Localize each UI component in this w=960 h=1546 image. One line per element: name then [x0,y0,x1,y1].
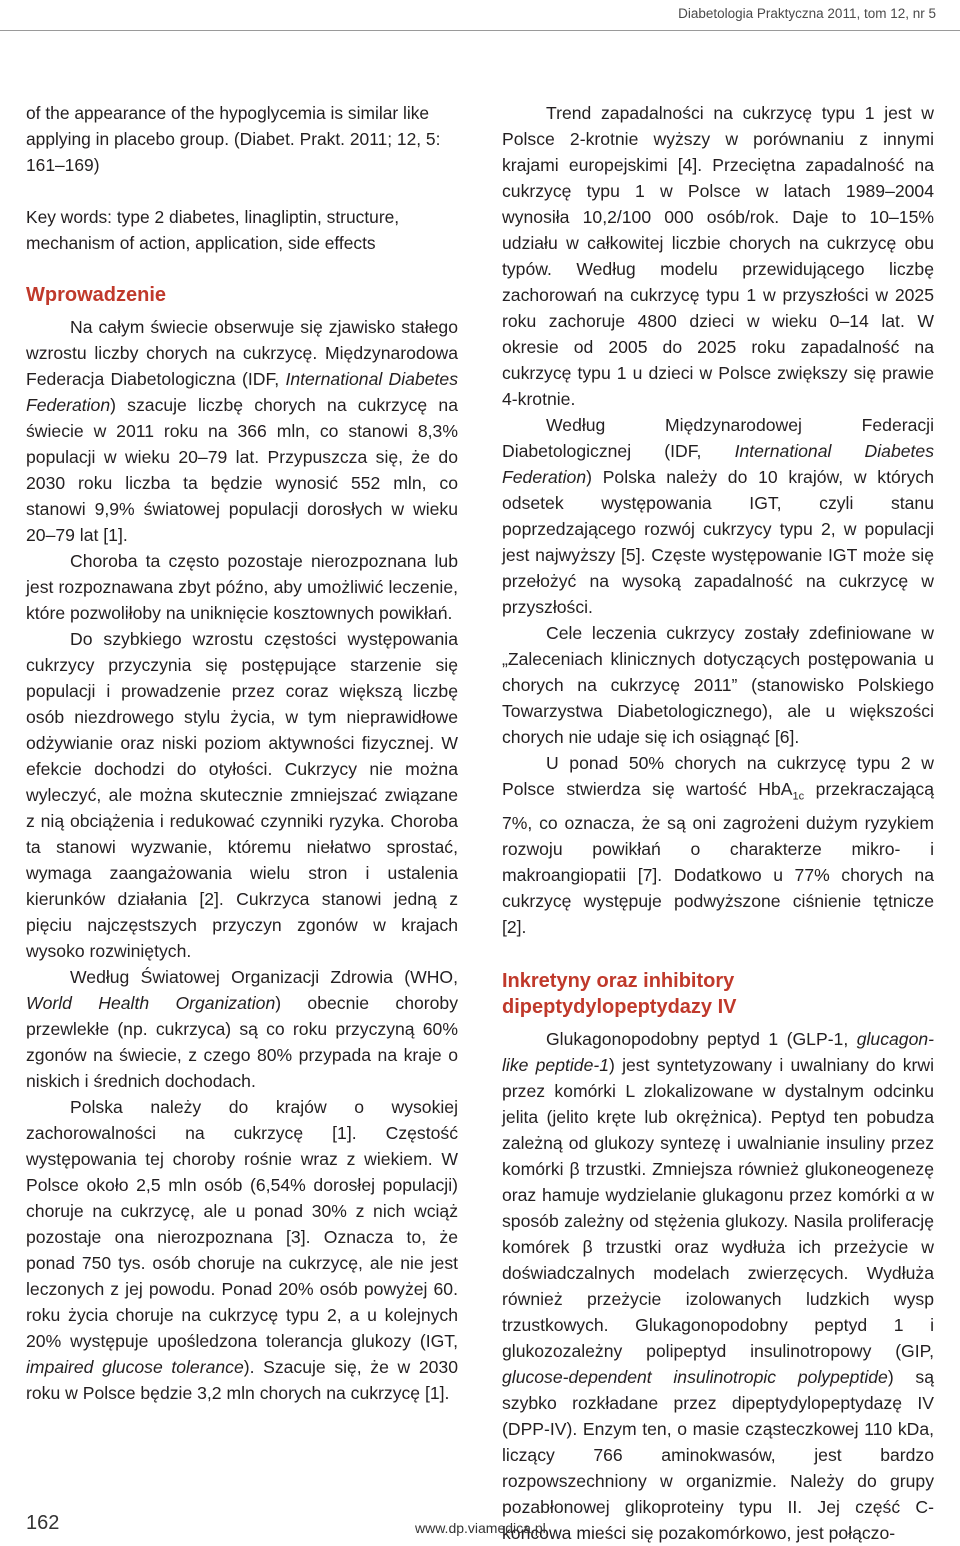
section-heading-incretins: Inkretyny oraz inhibitory dipeptydylopeptydazy IV [502,969,737,1018]
keywords: Key words: type 2 diabetes, linagliptin, structure, mechanism of action, application, side effects [26,207,400,253]
right-column [502,100,934,1546]
running-header: Diabetologia Praktyczna 2011, tom 12, nr 5 [678,6,936,21]
paragraph: Glukagonopodobny peptyd 1 (GLP-1, glucagon-like peptide-1) jest syntetyzowany i uwalniany do krwi przez komórki L zlokalizowane w dystalnym odcinku jelita (jelito kręte lub okrężnica). Peptyd ten pobudza zależną od glukozy syntezę i uwalnianie insuliny przez komórki β trzustki. Zmniejsza również glukoneogenezę oraz hamuje wydzielanie glukagonu przez komórki α w sposób zależny od stężenia glukozy. Nasila proliferację komórek β trzustki oraz wydłuża ich przeżycie w doświadczalnych modelach zwierzęcych. Wydłuża również przeżycie izolowanych ludzkich wysp trzustkowych. Glukagonopodobny peptyd 1 i glukozozależny polipeptyd insulinotropowy (GIP, glucose-dependent insulinotropic polypeptide) są szybko rozkładane przez dipeptydylopeptydazę IV (DPP-IV). Enzym ten, o masie cząsteczkowej 110 kDa, liczący 766 aminokwasów, jest bardzo rozpowszechniony w organizmie. Należy do grupy pozabłonowej glikoproteiny typu II. Jej część C-końcowa mieści się pozakomórkowo, jest połączo- [502,1028,934,1543]
journal-url[interactable]: www.dp.viamedica.pl [415,1520,546,1536]
paragraph: Według Międzynarodowej Federacji Diabetologicznej (IDF, International Diabetes Federation) Polska należy do 10 krajów, w których odsetek występowania IGT, czyli stanu poprzedzającego rozwój cukrzycy typu 2, w populacji jest najwyższy [5]. Częste występowanie IGT może się przełożyć na wysoką zapadalność na cukrzycę w przyszłości. [502,415,934,617]
paragraph: Choroba ta często pozostaje nierozpoznana lub jest rozpoznawana zbyt późno, aby umożliwić leczenie, które pozwoliłoby na uniknięcie kosztownych powikłań. [26,551,458,623]
paragraph: Do szybkiego wzrostu częstości występowania cukrzycy przyczynia się postępujące starzenie się populacji i prowadzenie przez coraz większą liczbę osób niezdrowego stylu życia, w tym nieprawidłowe odżywianie oraz niski poziom aktywności fizycznej. W efekcie dochodzi do otyłości. Cukrzycy nie można wyleczyć, ale można skutecznie zmniejszać związane z nią obciążenia i redukować czynniki ryzyka. Choroba ta stanowi wyzwanie, któremu niełatwo sprostać, wymaga zaangażowania wielu stron i ustalenia kierunków działania [2]. Cukrzyca stanowi jedną z pięciu najczęstszych przyczyn zgonów w krajach wysoko rozwiniętych. [26,629,458,961]
paragraph: Cele leczenia cukrzycy zostały zdefiniowane w „Zaleceniach klinicznych dotyczących postępowania u chorych na cukrzycę 2011” (stanowisko Polskiego Towarzystwa Diabetologicznego), ale u większości chorych nie udaje się ich osiągnąć [6]. [502,623,934,747]
header-rule [0,30,960,31]
left-column [26,100,458,1406]
paragraph: Trend zapadalności na cukrzycę typu 1 jest w Polsce 2-krotnie wyższy w porównaniu z innymi krajami europejskimi [4]. Przeciętna zapadalność na cukrzycę typu 1 w Polsce w latach 1989–2004 wynosiła 10,2/100 000 osób/rok. Daje to 10–15% udziału w całkowitej liczbie chorych na cukrzycę obu typów. Według modelu przewidującego liczbę zachorowań na cukrzycę typu 1 w przyszłości w 2025 roku zachoruje 4800 dzieci w wieku 0–14 lat. W okresie od 2005 do 2025 roku zapadalność na cukrzycę typu 1 u dzieci w Polsce zwiększy się prawie 4-krotnie. [502,103,934,409]
page-number: 162 [26,1512,60,1534]
paragraph: Według Światowej Organizacji Zdrowia (WHO, World Health Organization) obecnie choroby przewlekłe (np. cukrzyca) są co roku przyczyną 60% zgonów na świecie, z czego 80% przypada na kraje o niskich i średnich dochodach. [26,967,458,1091]
section-heading-introduction: Wprowadzenie [26,284,167,306]
abstract-text: of the appearance of the hypoglycemia is similar like applying in placebo group. (Diabet. Prakt. 2011; 12, 5: 161–169) [26,103,441,175]
abstract [26,100,458,256]
paragraph: Na całym świecie obserwuje się zjawisko stałego wzrostu liczby chorych na cukrzycę. Międzynarodowa Federacja Diabetologiczna (IDF, International Diabetes Federation) szacuje liczbę chorych na cukrzycę na świecie w 2011 roku na 366 mln, co stanowi 8,3% populacji w wieku 20–79 lat. Przypuszcza się, że do 2030 roku liczba ta będzie wynosić 552 mln, co stanowi 9,9% światowej populacji dorosłych w wieku 20–79 lat [1]. [26,317,458,545]
paragraph: Polska należy do krajów o wysokiej zachorowalności na cukrzycę [1]. Częstość występowania tej choroby rośnie wraz z wiekiem. W Polsce około 2,5 mln osób (6,54% dorosłej populacji) choruje na cukrzycę, ale u ponad 30% z nich wciąż pozostaje ona nierozpoznana [3]. Oznacza to, że ponad 750 tys. osób choruje na cukrzycę, ale nie jest leczonych z jej powodu. Ponad 20% osób powyżej 60. roku życia choruje na cukrzycę typu 2, a u kolejnych 20% występuje upośledzona tolerancja glukozy (IGT, impaired glucose tolerance). Szacuje się, że w 2030 roku w Polsce będzie 3,2 mln chorych na cukrzycę [1]. [26,1097,458,1403]
paragraph: U ponad 50% chorych na cukrzycę typu 2 w Polsce stwierdza się wartość HbA$_{1c}$ przekraczającą 7%, co oznacza, że są oni zagrożeni dużym ryzykiem rozwoju powikłań o charakterze mikro- i makroangiopatii [7]. Dodatkowo u 77% chorych na cukrzycę występuje podwyższone ciśnienie tętnicze [2]. [502,753,934,937]
